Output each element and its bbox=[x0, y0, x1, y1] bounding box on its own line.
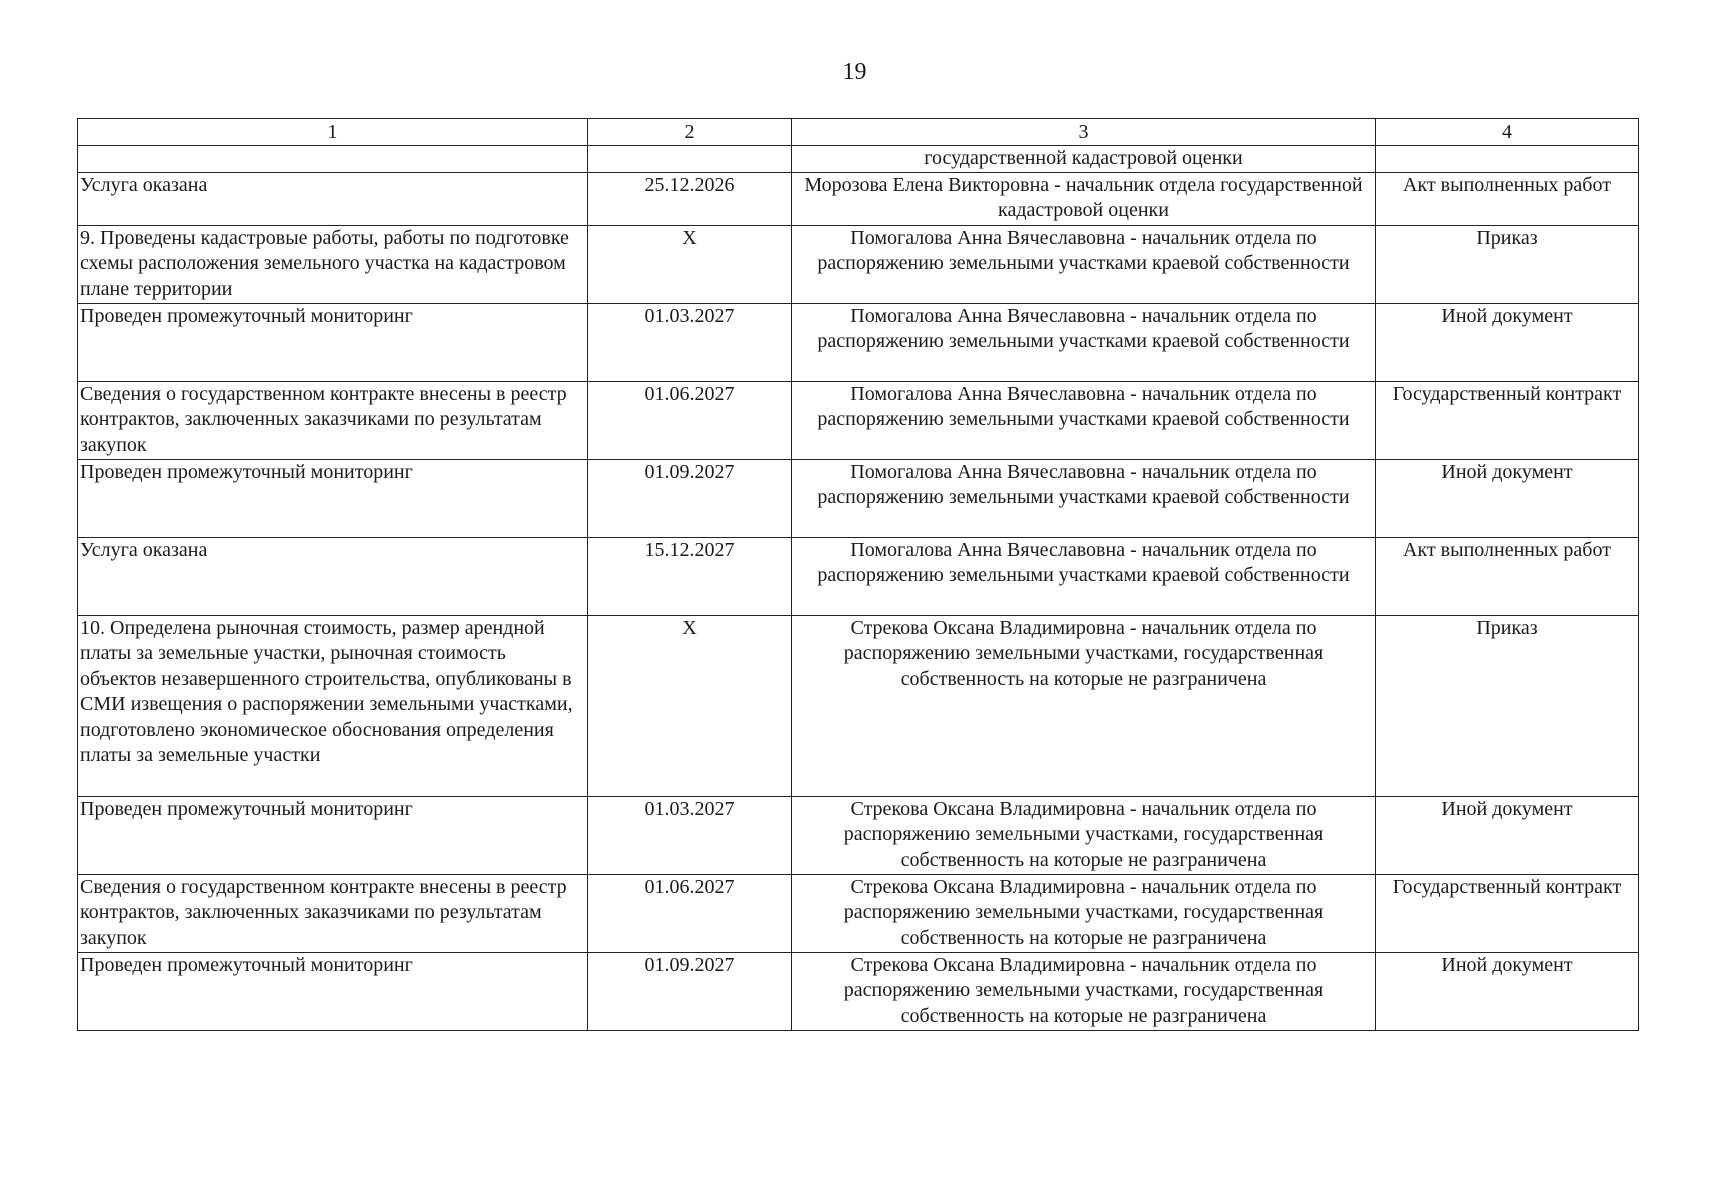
document-cell: Иной документ bbox=[1376, 952, 1639, 1030]
table-row bbox=[78, 225, 1639, 303]
header-col-2: 2 bbox=[588, 119, 792, 146]
document-cell: Государственный контракт bbox=[1376, 381, 1639, 459]
date-cell: 25.12.2026 bbox=[588, 172, 792, 225]
responsible-cell: Помогалова Анна Вячеславовна - начальник отдела по распоряжению земельными участками краевой собственности bbox=[792, 537, 1376, 615]
event-cell: 10. Определена рыночная стоимость, размер арендной платы за земельные участки, рыночная стоимость объектов незавершенного строительства, опубликованы в СМИ извещения о распоряжении земельными участками, подготовлено экономическое обоснования определения платы за земельные участки bbox=[78, 615, 588, 796]
document-cell: Приказ bbox=[1376, 615, 1639, 796]
document-cell: Иной документ bbox=[1376, 796, 1639, 874]
document-cell bbox=[1376, 146, 1639, 173]
table-row bbox=[78, 874, 1639, 952]
responsible-cell: Помогалова Анна Вячеславовна - начальник отдела по распоряжению земельными участками краевой собственности bbox=[792, 303, 1376, 381]
responsible-cell: Помогалова Анна Вячеславовна - начальник отдела по распоряжению земельными участками краевой собственности bbox=[792, 459, 1376, 537]
date-cell: 01.03.2027 bbox=[588, 796, 792, 874]
date-cell: 01.03.2027 bbox=[588, 303, 792, 381]
date-cell: 15.12.2027 bbox=[588, 537, 792, 615]
event-cell: 9. Проведены кадастровые работы, работы по подготовке схемы расположения земельного участка на кадастровом плане территории bbox=[78, 225, 588, 303]
table-row bbox=[78, 146, 1639, 173]
event-cell: Сведения о государственном контракте внесены в реестр контрактов, заключенных заказчиками по результатам закупок bbox=[78, 874, 588, 952]
responsible-cell: государственной кадастровой оценки bbox=[792, 146, 1376, 173]
event-cell: Услуга оказана bbox=[78, 537, 588, 615]
document-cell: Акт выполненных работ bbox=[1376, 537, 1639, 615]
table-row bbox=[78, 172, 1639, 225]
table-row bbox=[78, 381, 1639, 459]
page-number: 19 bbox=[842, 59, 867, 85]
event-cell: Проведен промежуточный мониторинг bbox=[78, 459, 588, 537]
event-cell bbox=[78, 146, 588, 173]
date-cell: 01.09.2027 bbox=[588, 952, 792, 1030]
responsible-cell: Помогалова Анна Вячеславовна - начальник отдела по распоряжению земельными участками краевой собственности bbox=[792, 381, 1376, 459]
event-cell: Проведен промежуточный мониторинг bbox=[78, 952, 588, 1030]
date-cell: Х bbox=[588, 225, 792, 303]
date-cell: 01.09.2027 bbox=[588, 459, 792, 537]
plan-table bbox=[77, 118, 1639, 1031]
responsible-cell: Помогалова Анна Вячеславовна - начальник отдела по распоряжению земельными участками краевой собственности bbox=[792, 225, 1376, 303]
header-col-1: 1 bbox=[78, 119, 588, 146]
responsible-cell: Стрекова Оксана Владимировна - начальник отдела по распоряжению земельными участками, государственная собственность на которые не разграничена bbox=[792, 796, 1376, 874]
document-cell: Иной документ bbox=[1376, 303, 1639, 381]
table-row bbox=[78, 537, 1639, 615]
table-row bbox=[78, 952, 1639, 1030]
date-cell: 01.06.2027 bbox=[588, 874, 792, 952]
table-row bbox=[78, 459, 1639, 537]
event-cell: Проведен промежуточный мониторинг bbox=[78, 796, 588, 874]
responsible-cell: Стрекова Оксана Владимировна - начальник отдела по распоряжению земельными участками, государственная собственность на которые не разграничена bbox=[792, 874, 1376, 952]
responsible-cell: Стрекова Оксана Владимировна - начальник отдела по распоряжению земельными участками, государственная собственность на которые не разграничена bbox=[792, 615, 1376, 796]
responsible-cell: Стрекова Оксана Владимировна - начальник отдела по распоряжению земельными участками, государственная собственность на которые не разграничена bbox=[792, 952, 1376, 1030]
header-col-3: 3 bbox=[792, 119, 1376, 146]
date-cell: 01.06.2027 bbox=[588, 381, 792, 459]
date-cell bbox=[588, 146, 792, 173]
event-cell: Проведен промежуточный мониторинг bbox=[78, 303, 588, 381]
document-cell: Акт выполненных работ bbox=[1376, 172, 1639, 225]
document-cell: Иной документ bbox=[1376, 459, 1639, 537]
table-row bbox=[78, 796, 1639, 874]
header-col-4: 4 bbox=[1376, 119, 1639, 146]
event-cell: Сведения о государственном контракте внесены в реестр контрактов, заключенных заказчиками по результатам закупок bbox=[78, 381, 588, 459]
document-cell: Приказ bbox=[1376, 225, 1639, 303]
table-header bbox=[78, 119, 1639, 146]
table-row bbox=[78, 303, 1639, 381]
table-body bbox=[78, 146, 1639, 1031]
table-row bbox=[78, 615, 1639, 796]
event-cell: Услуга оказана bbox=[78, 172, 588, 225]
date-cell: Х bbox=[588, 615, 792, 796]
header-row bbox=[78, 119, 1639, 146]
responsible-cell: Морозова Елена Викторовна - начальник отдела государственной кадастровой оценки bbox=[792, 172, 1376, 225]
document-cell: Государственный контракт bbox=[1376, 874, 1639, 952]
